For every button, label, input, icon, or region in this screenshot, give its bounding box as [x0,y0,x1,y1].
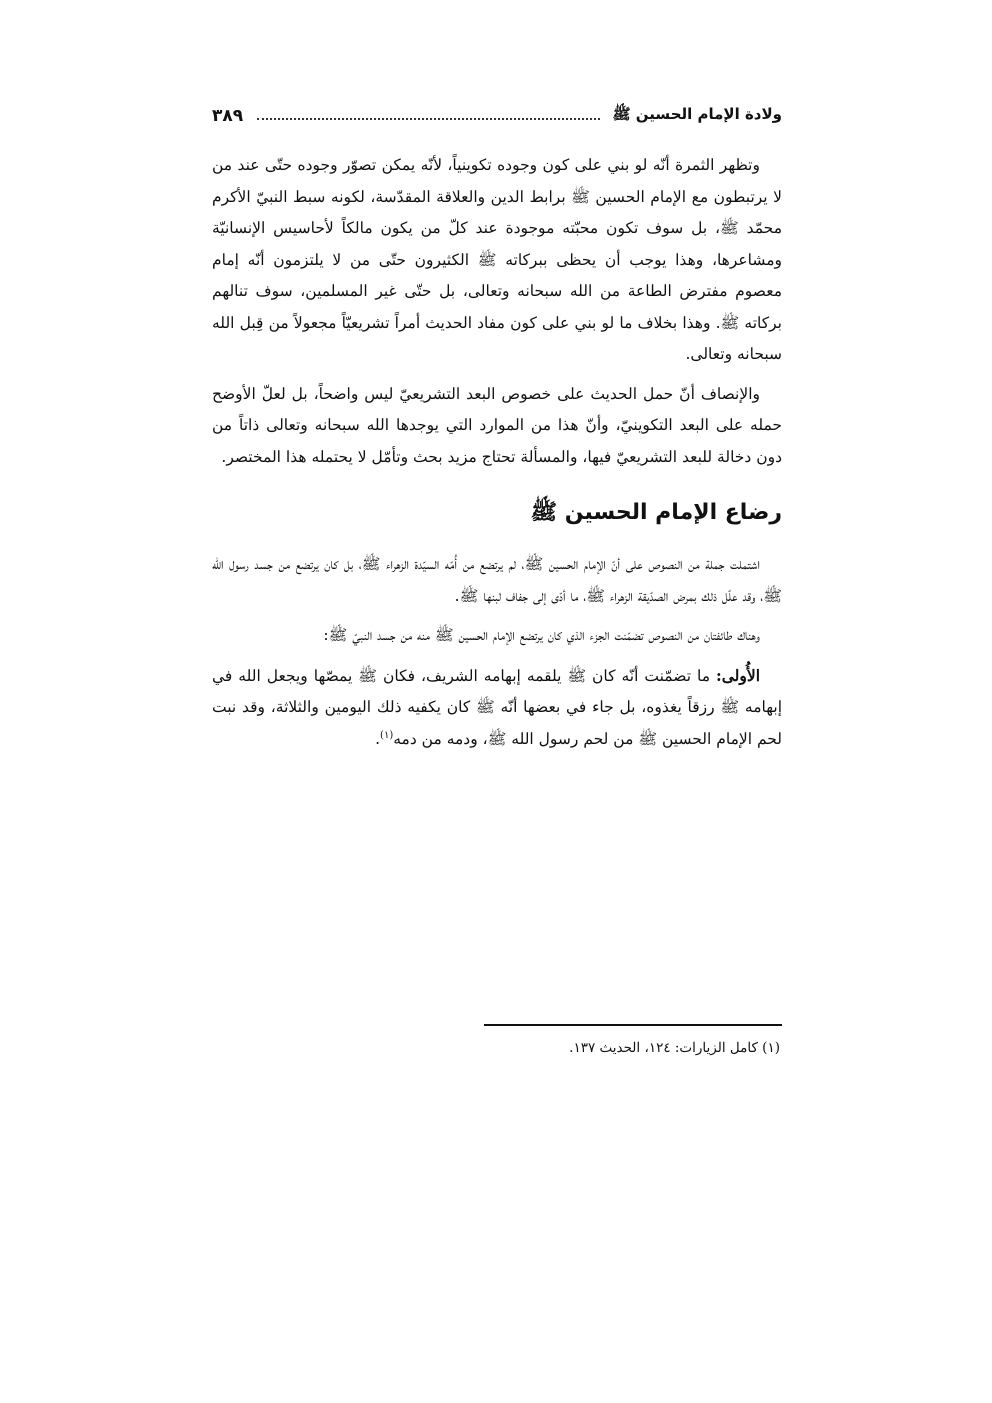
first-group-paragraph [212,660,782,756]
first-group-text: ما تضمّنت أنّه كان ﷺ يلقمه إبهامه الشريف، فكان ﷺ يمصّها ويجعل الله في إبهامه ﷺ رزقاً يغذوه، بل جاء في بعضها أنّه ﷺ كان يكفيه ذلك اليومين والثلاثة، وقد نبت لحم الإمام الحسين ﷺ من لحم رسول الله ﷺ، ودمه من دمه [212,666,782,748]
footnote-separator [484,1024,782,1026]
first-group-lead: الأُولى: [716,665,760,685]
running-header [212,100,782,132]
header-title: ولادة الإمام الحسين ﷺ [612,105,782,123]
section-heading: رضاع الإمام الحسين ﷺ [530,500,782,525]
footnote: (١) كامل الزيارات: ١٢٤، الحديث ١٣٧. [569,1040,780,1056]
section-paragraph-1: اشتملت جملة من النصوص على أنّ الإمام الحسين ﷺ، لم يرتضع من أُمّه السيّدة الزهراء ﷺ، بل كان يرتضع من جسد رسول الله ﷺ، وقد علّل ذلك بمرض الصدّيقة الزهراء ﷺ، ما أدّى إلى جفاف لبنها ﷺ. [212,555,782,605]
section-paragraph-2: وهناك طائفتان من النصوص تضمّنت الجزء الذي كان يرتضع الإمام الحسين ﷺ منه من جسد النبيّ ﷺ: [323,626,760,644]
header-dot-leader [257,118,600,120]
paragraph-2: والإنصاف أنّ حمل الحديث على خصوص البعد التشريعيّ ليس واضحاً، بل لعلّ الأوضح حمله على البعد التكوينيّ، وأنّ هذا من الموارد التي يوجدها الله سبحانه وتعالى ذاتاً من دون دخالة للبعد التشريعيّ فيها، والمسألة تحتاج مزيد بحث وتأمّل لا يحتمله هذا المختصر. [212,384,782,466]
footnote-marker: (١) [380,729,394,741]
paragraph-1: وتظهر الثمرة أنّه لو بني على كون وجوده تكوينياً، لأنّه يمكن تصوّر وجوده حتّى عند من لا يرتبطون مع الإمام الحسين ﷺ برابط الدين والعلاقة المقدّسة، لكونه سبط النبيّ الأكرم محمّد ﷺ، بل سوف تكون محبّته موجودة عند كلّ من يكون مالكاً لأحاسيس الإنسانيّة ومشاعرها، وهذا يوجب أن يحظى ببركاته ﷺ الكثيرون حتّى من لا يلتزمون أنّه إمام معصوم مفترض الطاعة من الله سبحانه وتعالى، بل حتّى غير المسلمين، سوف تنالهم بركاته ﷺ. وهذا بخلاف ما لو بني على كون مفاد الحديث أمراً تشريعيّاً مجعولاً من قِبل الله سبحانه وتعالى. [212,156,782,363]
main-text [212,150,782,763]
page-number: ٣٨٩ [212,106,244,126]
first-group-end: . [375,729,381,748]
